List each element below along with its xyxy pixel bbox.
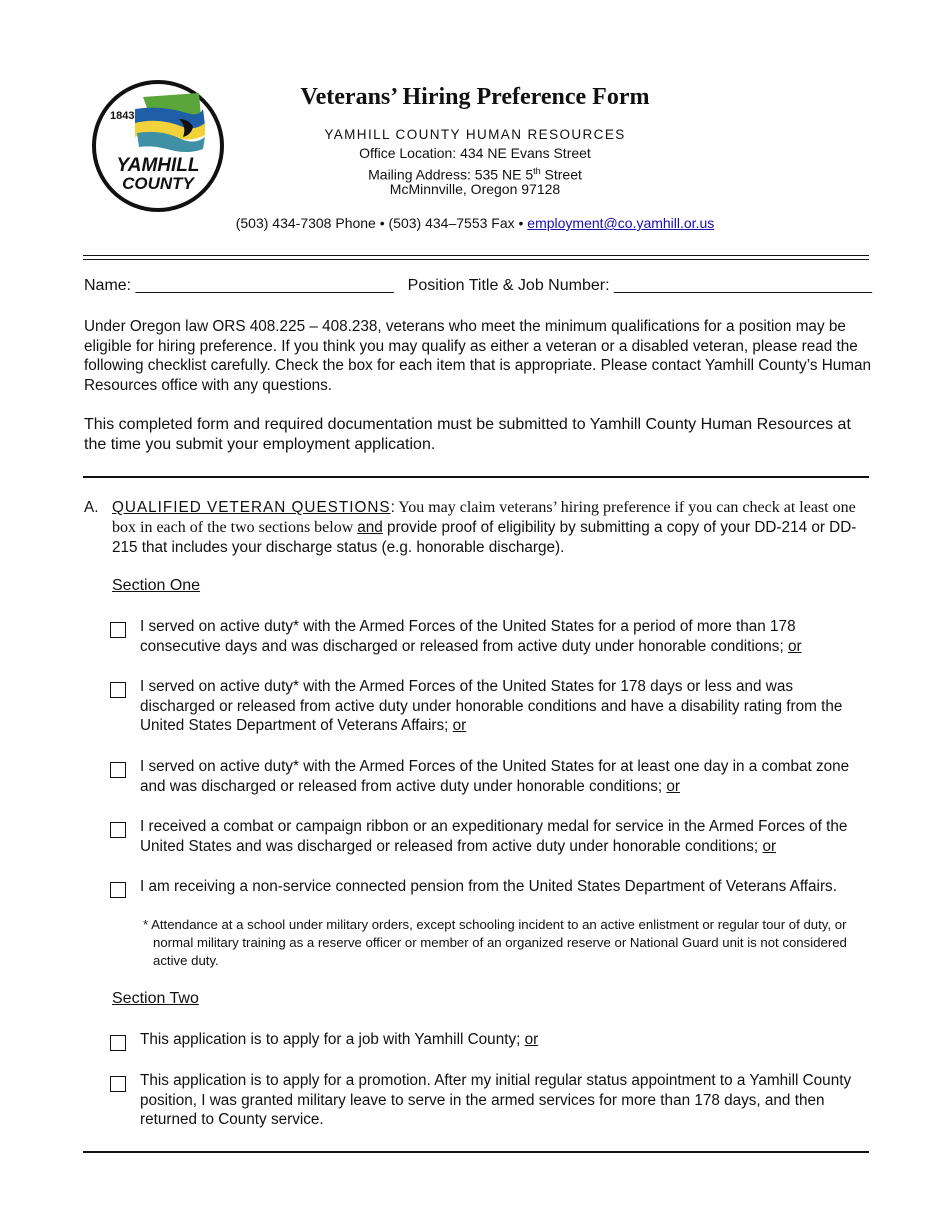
section-two-item-1 (140, 1030, 870, 1050)
intro-divider (83, 476, 869, 478)
section-a-intro-2: provide proof of eligibility by submitting a copy of your DD-214 or DD-215 that includes your discharge status (e.g. honorable discharge). (112, 519, 857, 556)
section-a-intro-and: and (357, 519, 383, 536)
section-one-item-4 (140, 817, 870, 856)
form-title: Veterans’ Hiring Preference Form (300, 84, 650, 110)
section-one-item-3 (140, 757, 870, 796)
office-location: Office Location: 434 NE Evans Street (359, 145, 591, 161)
item-text: This application is to apply for a promotion. After my initial regular status appointment to a Yamhill County position, I was granted military leave to serve in the armed services for more than 178 days, and then returned to County service. (140, 1072, 852, 1129)
section-two-heading: Section Two (112, 990, 199, 1007)
item-text: I served on active duty* with the Armed Forces of the United States for at least one day in a combat zone and was discharged or released from active duty under honorable conditions; (140, 758, 850, 795)
section-one-item-2 (140, 677, 870, 736)
section-one-checkbox-5[interactable] (110, 882, 126, 898)
section-two-checkbox-1[interactable] (110, 1035, 126, 1051)
phone-fax: (503) 434-7308 Phone • (503) 434–7553 Fax • (235, 215, 528, 231)
yamhill-county-seal-icon (91, 79, 225, 213)
contact-line (150, 215, 800, 231)
applicant-fields-row (84, 277, 874, 295)
item-text: I received a combat or campaign ribbon or an expeditionary medal for service in the Armed Forces of the United States and was discharged or released from active duty under honorable conditions; (140, 818, 848, 855)
section-one-item-5 (140, 877, 870, 897)
section-one-checkbox-2[interactable] (110, 682, 126, 698)
mailing-address-sup: th (533, 166, 541, 176)
item-conjunction: or (452, 717, 467, 735)
submission-instructions: This completed form and required documentation must be submitted to Yamhill County Human Resources at the time you submit your employment application. (84, 416, 851, 453)
section-one-checkbox-3[interactable] (110, 762, 126, 778)
mailing-address-prefix: Mailing Address: 535 NE 5 (368, 166, 534, 183)
logo-text-yamhill: YAMHILL (116, 155, 200, 176)
section-a-label: A. (84, 499, 99, 516)
name-field[interactable]: _____________________________ (135, 277, 394, 294)
logo-text-county: COUNTY (122, 174, 194, 193)
active-duty-footnote: * Attendance at a school under military orders, except schooling incident to an active enlistment or regular tour of duty, or normal military training as a reserve officer or member of an organized reserve or National Guard unit is not considered active duty. (143, 917, 847, 968)
item-conjunction: or (666, 777, 680, 795)
intro-paragraph: Under Oregon law ORS 408.225 – 408.238, veterans who meet the minimum qualifications for a position may be eligible for hiring preference. If you think you may qualify as either a veteran or a disabled veteran, please read the following checklist carefully. Check the box for each item that is appropriate. Please contact Yamhill County’s Human Resources office with any questions. (84, 318, 872, 394)
position-label: Position Title & Job Number: (407, 277, 614, 294)
item-text: I served on active duty* with the Armed Forces of the United States for a period of more than 178 consecutive days and was discharged or released from active duty under honorable conditions; (140, 618, 796, 655)
item-text: I am receiving a non-service connected pension from the United States Department of Veterans Affairs. (140, 878, 837, 895)
item-text: I served on active duty* with the Armed Forces of the United States for 178 days or less and was discharged or released from active duty under honorable conditions and have a disability rating from the United States Department of Veterans Affairs; (140, 678, 843, 735)
email-link[interactable]: employment@co.yamhill.or.us (527, 215, 715, 231)
section-two-checkbox-2[interactable] (110, 1076, 126, 1092)
item-conjunction: or (762, 837, 777, 855)
section-a-heading: QUALIFIED VETERAN QUESTIONS (112, 499, 391, 516)
section-a-intro-1: You may claim veterans’ hiring preference if you can check at least one box in each of the two sections below (112, 499, 856, 536)
item-conjunction: or (524, 1031, 539, 1048)
section-one-item-1 (140, 617, 870, 656)
section-two-item-2 (140, 1071, 870, 1130)
section-one-checkbox-4[interactable] (110, 822, 126, 838)
mailing-address-suffix: Street (540, 166, 582, 183)
logo-year: 1843 (110, 110, 135, 122)
footer-divider (83, 1151, 869, 1153)
city-state-zip: McMinnville, Oregon 97128 (389, 181, 561, 197)
item-text: This application is to apply for a job with Yamhill County; (140, 1031, 525, 1048)
section-one-checkbox-1[interactable] (110, 622, 126, 638)
section-one-heading: Section One (112, 577, 201, 594)
section-a (84, 498, 874, 558)
item-conjunction: or (787, 637, 802, 655)
yamhill-county-logo (91, 79, 225, 213)
org-name: YAMHILL COUNTY HUMAN RESOURCES (324, 127, 626, 142)
header-divider (83, 255, 869, 260)
position-field[interactable]: _____________________________ (613, 277, 873, 294)
section-a-colon: : (390, 499, 395, 516)
name-label: Name: (84, 277, 136, 294)
